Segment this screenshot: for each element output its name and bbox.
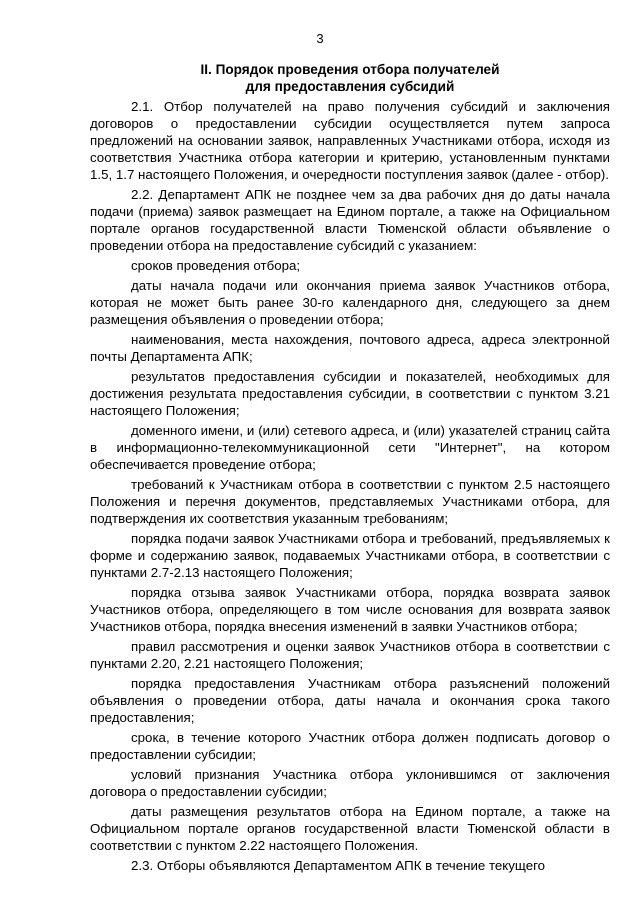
page-number: 3: [316, 31, 324, 46]
list-item: результатов предоставления субсидии и показателей, необходимых для достижения результата предоставления субсидии, в соответствии с пунктом 3.21 настоящего Положения;: [90, 369, 610, 418]
section-title-line-2: для предоставления субсидий: [245, 79, 455, 94]
paragraph-2-1: 2.1. Отбор получателей на право получения субсидий и заключения договоров о предоставлении субсидии осуществляется путем запроса предложений на основании заявок, направленных Участниками отбора, исходя из соответствия Участника отбора категории и критерию, установленным пунктами 1.5, 1.7 настоящего Положения, и очередности поступления заявок (далее - отбор).: [90, 99, 610, 182]
list-item: сроков проведения отбора;: [131, 258, 301, 273]
list-item: даты начала подачи или окончания приема заявок Участников отбора, которая не может быть ранее 30-го календарного дня, следующего за днем размещения объявления о проведении отбора;: [90, 278, 610, 327]
list-item: порядка отзыва заявок Участниками отбора, порядка возврата заявок Участников отбора, определяющего в том числе основания для возврата заявок Участников отбора, порядка внесения изменений в заявки Участников отбора;: [90, 585, 610, 634]
list-item: правил рассмотрения и оценки заявок Участников отбора в соответствии с пунктами 2.20, 2.21 настоящего Положения;: [90, 639, 610, 671]
paragraph-2-2: 2.2. Департамент АПК не позднее чем за два рабочих дня до даты начала подачи (приема) заявок размещает на Едином портале, а также на Официальном портале органов государственной власти Тюменской области объявление о проведении отбора на предоставление субсидий с указанием:: [90, 187, 610, 253]
paragraph-2-3: 2.3. Отборы объявляются Департаментом АПК в течение текущего: [131, 858, 546, 873]
list-item: наименования, места нахождения, почтового адреса, адреса электронной почты Департамента АПК;: [90, 332, 610, 364]
list-item: условий признания Участника отбора уклонившимся от заключения договора о предоставлении субсидии;: [90, 767, 610, 799]
list-item: порядка подачи заявок Участниками отбора и требований, предъявляемых к форме и содержанию заявок, подаваемых Участниками отбора, в соответствии с пунктами 2.7-2.13 настоящего Положения;: [90, 531, 610, 580]
list-item: требований к Участникам отбора в соответствии с пунктом 2.5 настоящего Положения и перечня документов, представляемых Участниками отбора, для подтверждения их соответствия указанным требованиям;: [90, 477, 610, 526]
list-item: даты размещения результатов отбора на Едином портале, а также на Официальном портале органов государственной власти Тюменской области в соответствии с пунктом 2.22 настоящего Положения.: [90, 804, 610, 853]
list-item: срока, в течение которого Участник отбора должен подписать договор о предоставлении субсидии;: [90, 730, 610, 762]
list-item: доменного имени, и (или) сетевого адреса, и (или) указателей страниц сайта в информационно-телекоммуникационной сети "Интернет", на котором обеспечивается проведение отбора;: [90, 423, 610, 472]
section-title: [90, 61, 610, 95]
section-title-line-1: II. Порядок проведения отбора получателей: [200, 62, 500, 77]
document-body: [90, 98, 610, 874]
list-item: порядка предоставления Участникам отбора разъяснений положений объявления о проведении отбора, даты начала и окончания срока такого предоставления;: [90, 676, 610, 725]
